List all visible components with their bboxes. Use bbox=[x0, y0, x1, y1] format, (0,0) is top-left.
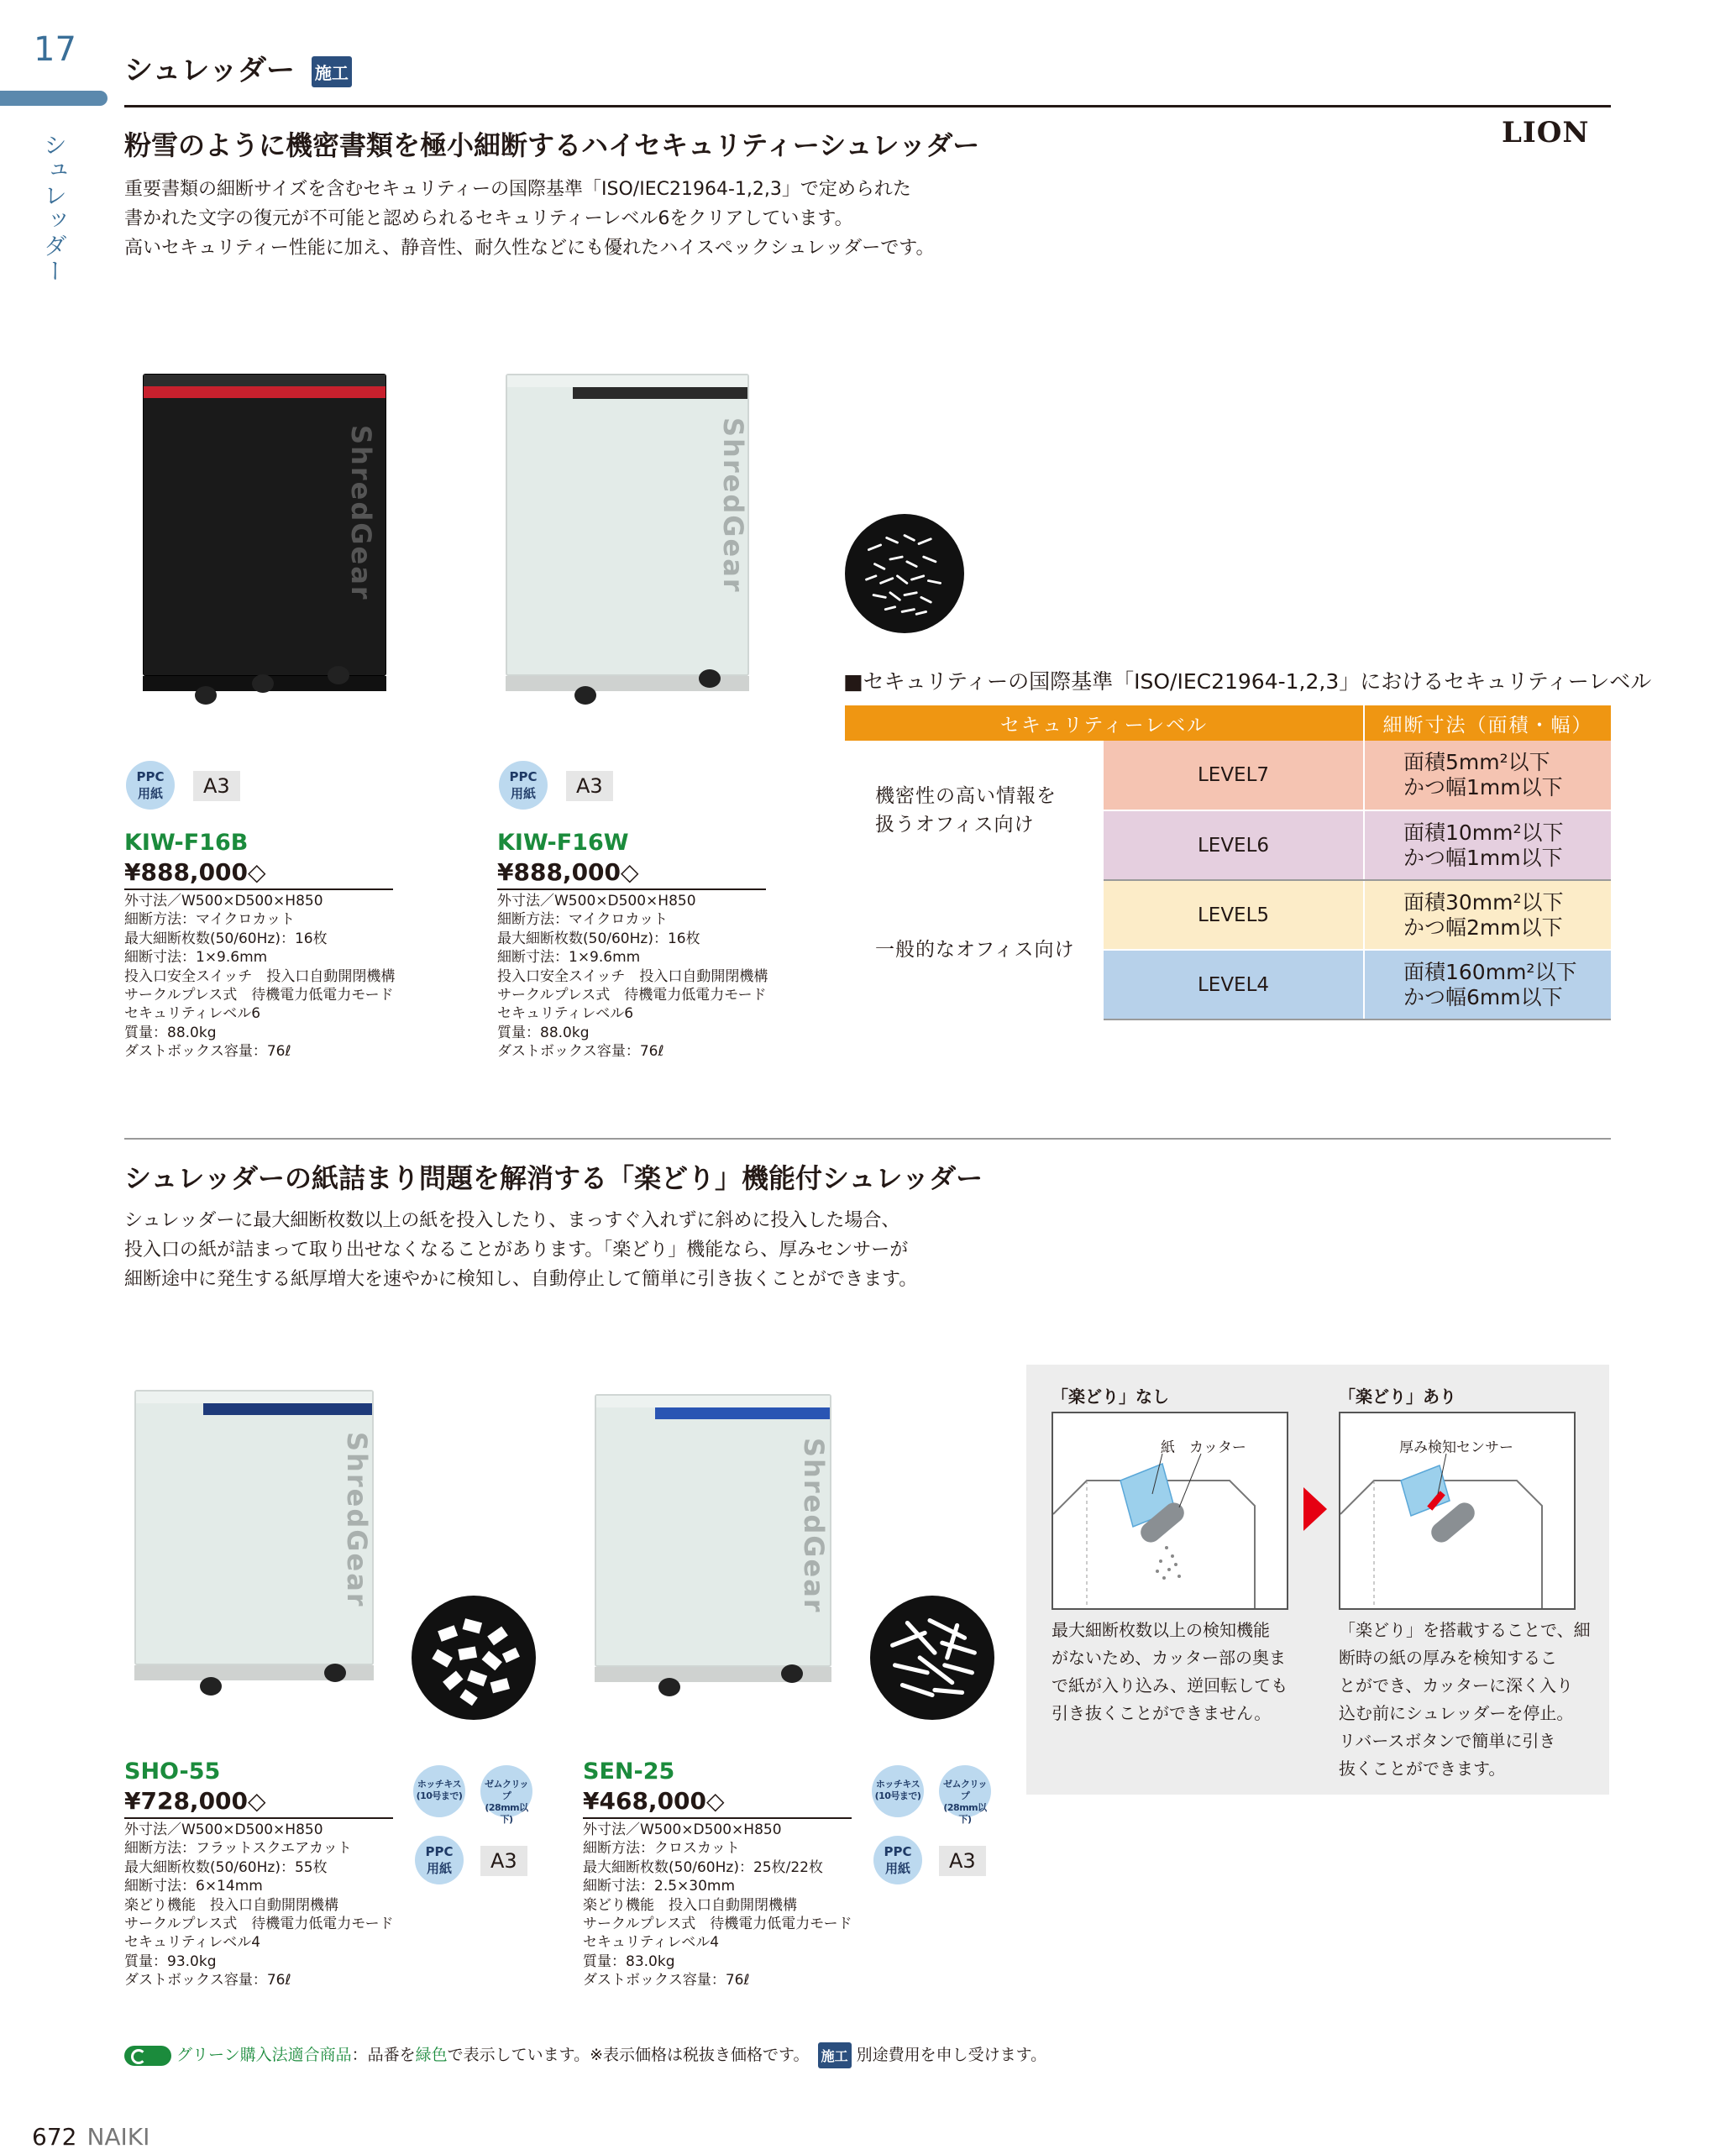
spec-line: 外寸法／W500×D500×H850 bbox=[124, 1821, 323, 1838]
spec-line: 細断寸法：1×9.6mm bbox=[124, 949, 268, 967]
sekou-badge: 施工 bbox=[818, 2042, 852, 2068]
header-security-level: セキュリティーレベル bbox=[845, 705, 1364, 741]
spec-line: 投入口安全スイッチ 投入口自動開閉機構 bbox=[124, 967, 396, 985]
spec-line: セキュリティレベル4 bbox=[124, 1934, 261, 1952]
spec-line: 最大細断枚数(50/60Hz)：55枚 bbox=[124, 1858, 328, 1876]
paper-size-tag: A3 bbox=[193, 771, 240, 801]
size-cell: 面積10mm²以下 かつ幅1mm以下 bbox=[1364, 810, 1611, 880]
header-shred-size: 細断寸法（面積・幅） bbox=[1364, 705, 1611, 741]
paper-size-tag: A3 bbox=[939, 1846, 986, 1876]
clip-tag: ゼムクリップ (28mm以下) bbox=[480, 1765, 532, 1817]
product-image-sho-55 bbox=[134, 1390, 378, 1709]
cabinet-band bbox=[203, 1403, 372, 1415]
product-model: KIW-F16B bbox=[124, 830, 249, 856]
ppc-paper-tag: PPC 用紙 bbox=[873, 1836, 922, 1884]
wheel bbox=[328, 666, 349, 684]
size-cell: 面積30mm²以下 かつ幅2mm以下 bbox=[1364, 880, 1611, 950]
green-purchase-icon bbox=[124, 2046, 171, 2066]
page-title bbox=[124, 47, 352, 88]
spec-line: 楽どり機能 投入口自動開閉機構 bbox=[583, 1896, 797, 1914]
product-specs bbox=[497, 892, 768, 1061]
product-price: ¥728,000◇ bbox=[124, 1787, 266, 1815]
table-row bbox=[845, 880, 1611, 950]
cabinet-band bbox=[573, 387, 747, 399]
spec-line: 外寸法／W500×D500×H850 bbox=[124, 893, 323, 909]
spec-line: 質量：88.0kg bbox=[124, 1024, 217, 1041]
spec-line: 細断寸法：1×9.6mm bbox=[497, 949, 641, 967]
footer-text: ：品番を bbox=[351, 2046, 416, 2064]
cabinet-band bbox=[655, 1407, 830, 1419]
table-header-row bbox=[845, 705, 1611, 741]
rakudori-explain-box bbox=[1026, 1365, 1609, 1795]
wheel bbox=[252, 674, 274, 693]
explain-left-text: 最大細断枚数以上の検知機能 がないため、カッター部の奥ま で紙が入り込み、逆回転しても 引き抜くことができません。 bbox=[1052, 1620, 1288, 1723]
spec-line: サークルプレス式 待機電力低電力モード bbox=[583, 1916, 852, 1933]
product-price: ¥468,000◇ bbox=[583, 1787, 725, 1815]
cabinet-label: ShredGear bbox=[345, 425, 377, 601]
wheel bbox=[699, 669, 721, 688]
stapler-tag: ホッチキス (10号まで) bbox=[413, 1765, 465, 1817]
product-specs bbox=[124, 892, 395, 1061]
sekou-badge: 施工 bbox=[312, 56, 352, 87]
spec-line: 質量：93.0kg bbox=[124, 1952, 217, 1970]
footer-text: で表示しています。※表示価格は税抜き価格です。 bbox=[447, 2046, 810, 2064]
wheel bbox=[200, 1677, 222, 1696]
spec-line: 細断寸法：6×14mm bbox=[124, 1878, 263, 1895]
section1-body bbox=[124, 175, 934, 263]
size-cell: 面積5mm²以下 かつ幅1mm以下 bbox=[1364, 741, 1611, 810]
spec-line: 細断方法：フラットスクエアカット bbox=[124, 1840, 352, 1858]
spec-line: 細断方法：マイクロカット bbox=[124, 911, 296, 929]
group-label: 一般的なオフィス向け bbox=[875, 939, 1075, 961]
chapter-tab bbox=[0, 91, 108, 106]
illustration-label: 紙 カッター bbox=[1161, 1439, 1246, 1456]
explain-right-text: 「楽どり」を搭載することで、細 断時の紙の厚みを検知するこ とができ、カッターに深く入り 込む前にシュレッダーを停止。 リバースボタンで簡単に引き 抜くことができます。 bbox=[1339, 1620, 1591, 1779]
product-model: SHO-55 bbox=[124, 1759, 221, 1785]
spec-line: 最大細断枚数(50/60Hz)：16枚 bbox=[124, 930, 328, 947]
shred-sample-cross bbox=[870, 1596, 994, 1720]
spec-line: 外寸法／W500×D500×H850 bbox=[583, 1821, 782, 1838]
price-rule bbox=[583, 1817, 852, 1819]
spec-line: 楽どり機能 投入口自動開閉機構 bbox=[124, 1896, 338, 1914]
spec-line: 細断寸法：2.5×30mm bbox=[583, 1878, 736, 1895]
cabinet-top bbox=[596, 1396, 830, 1407]
spec-line: セキュリティレベル6 bbox=[124, 1005, 261, 1023]
spec-line: サークルプレス式 待機電力低電力モード bbox=[497, 987, 767, 1004]
section-divider bbox=[124, 1138, 1611, 1140]
price-rule bbox=[124, 1817, 393, 1819]
spec-line: サークルプレス式 待機電力低電力モード bbox=[124, 987, 394, 1004]
section2-line: 投入口の紙が詰まって取り出せなくなることがあります。「楽どり」機能なら、厚みセンサーが bbox=[124, 1240, 909, 1261]
shred-sample-micro bbox=[845, 514, 964, 633]
section1-title: 粉雪のように機密書類を極小細断するハイセキュリティーシュレッダー bbox=[124, 129, 980, 161]
product-image-sen-25 bbox=[595, 1394, 838, 1713]
security-level-table bbox=[845, 705, 1611, 1020]
ppc-paper-tag: PPC 用紙 bbox=[415, 1836, 464, 1884]
product-specs bbox=[583, 1821, 852, 1990]
shredder-cutaway-illustration bbox=[1053, 1413, 1287, 1608]
page-footer bbox=[32, 2123, 149, 2149]
cabinet-top bbox=[136, 1392, 372, 1403]
cabinet-label: ShredGear bbox=[717, 417, 749, 594]
footer-note bbox=[124, 2042, 1046, 2068]
section2-body bbox=[124, 1206, 917, 1294]
header-rule bbox=[124, 105, 1611, 107]
spec-line: ダストボックス容量：76ℓ bbox=[124, 1043, 291, 1061]
page-number: 672 bbox=[32, 2123, 77, 2149]
clip-tag: ゼムクリップ (28mm以下) bbox=[939, 1765, 991, 1817]
paper-size-tag: A3 bbox=[480, 1846, 527, 1876]
product-image-kiw-f16b bbox=[143, 374, 386, 710]
cabinet-body bbox=[134, 1390, 374, 1665]
spec-line: サークルプレス式 待機電力低電力モード bbox=[124, 1916, 394, 1933]
spec-line: 質量：88.0kg bbox=[497, 1024, 590, 1041]
green-label: グリーン購入法適合商品 bbox=[176, 2046, 352, 2064]
security-table-caption: ■セキュリティーの国際基準「ISO/IEC21964-1,2,3」におけるセキュリティーレベル bbox=[843, 669, 1652, 694]
wheel bbox=[574, 686, 596, 705]
spec-line: 投入口安全スイッチ 投入口自動開閉機構 bbox=[497, 967, 768, 985]
footer-text: 別途費用を申し受けます。 bbox=[856, 2046, 1047, 2064]
spec-line: 質量：83.0kg bbox=[583, 1952, 675, 1970]
level-cell: LEVEL4 bbox=[1104, 950, 1364, 1019]
product-specs bbox=[124, 1821, 394, 1990]
chapter-number: 17 bbox=[34, 30, 76, 69]
page-title-text: シュレッダー bbox=[124, 54, 295, 87]
spec-line: 細断方法：マイクロカット bbox=[497, 911, 669, 929]
paper-size-tag: A3 bbox=[566, 771, 613, 801]
spec-line: 外寸法／W500×D500×H850 bbox=[497, 893, 696, 909]
illustration-without-rakudori bbox=[1052, 1412, 1288, 1610]
spec-line: 最大細断枚数(50/60Hz)：16枚 bbox=[497, 930, 700, 947]
wheel bbox=[324, 1664, 346, 1682]
ppc-paper-tag: PPC 用紙 bbox=[499, 761, 548, 810]
cabinet-label: ShredGear bbox=[798, 1438, 830, 1614]
chapter-vertical-label: シュレッダー bbox=[40, 133, 68, 284]
illustration-with-rakudori bbox=[1339, 1412, 1576, 1610]
level-cell: LEVEL7 bbox=[1104, 741, 1364, 810]
section2-title: シュレッダーの紙詰まり問題を解消する「楽どり」機能付シュレッダー bbox=[124, 1162, 983, 1194]
explain-left-head: 「楽どり」なし bbox=[1052, 1386, 1169, 1407]
stapler-tag: ホッチキス (10号まで) bbox=[872, 1765, 924, 1817]
footer-green-word: 緑色 bbox=[415, 2046, 448, 2064]
shred-sample-square bbox=[412, 1596, 536, 1720]
spec-line: 細断方法：クロスカット bbox=[583, 1840, 740, 1858]
spec-line: セキュリティレベル6 bbox=[497, 1005, 634, 1023]
spec-line: ダストボックス容量：76ℓ bbox=[583, 1972, 750, 1989]
product-model: KIW-F16W bbox=[497, 830, 629, 856]
shredder-sensor-illustration bbox=[1340, 1413, 1574, 1608]
cabinet-top bbox=[507, 375, 747, 387]
section2-line: 細断途中に発生する紙厚増大を速やかに検知し、自動停止して簡単に引き抜くことができます。 bbox=[124, 1269, 918, 1290]
cabinet-band bbox=[144, 386, 385, 398]
section1-line: 重要書類の細断サイズを含むセキュリティーの国際基準「ISO/IEC21964-1,2,3」で定められた bbox=[124, 179, 911, 200]
product-model: SEN-25 bbox=[583, 1759, 675, 1785]
product-price: ¥888,000◇ bbox=[124, 858, 266, 886]
cabinet-body bbox=[506, 374, 749, 676]
cabinet-label: ShredGear bbox=[341, 1432, 373, 1608]
section1-line: 高いセキュリティー性能に加え、静音性、耐久性などにも優れたハイスペックシュレッダーです。 bbox=[124, 238, 935, 259]
price-rule bbox=[497, 888, 766, 890]
price-rule bbox=[124, 888, 393, 890]
spec-line: ダストボックス容量：76ℓ bbox=[124, 1972, 291, 1989]
product-image-kiw-f16w bbox=[506, 374, 749, 710]
section2-line: シュレッダーに最大細断枚数以上の紙を投入したり、まっすぐ入れずに斜めに投入した場合、 bbox=[124, 1210, 900, 1231]
wheel bbox=[658, 1678, 680, 1696]
cabinet-top bbox=[144, 375, 385, 386]
footer-brand: NAIKI bbox=[87, 2123, 150, 2149]
wheel bbox=[781, 1664, 803, 1683]
table-row bbox=[845, 741, 1611, 810]
group-label: 機密性の高い情報を 扱うオフィス向け bbox=[875, 785, 1057, 836]
level-cell: LEVEL6 bbox=[1104, 810, 1364, 880]
size-cell: 面積160mm²以下 かつ幅6mm以下 bbox=[1364, 950, 1611, 1019]
illustration-label: 厚み検知センサー bbox=[1399, 1439, 1513, 1456]
wheel bbox=[195, 686, 217, 705]
spec-line: 最大細断枚数(50/60Hz)：25枚/22枚 bbox=[583, 1858, 823, 1876]
section1-line: 書かれた文字の復元が不可能と認められるセキュリティーレベル6をクリアしています。 bbox=[124, 208, 853, 229]
level-cell: LEVEL5 bbox=[1104, 880, 1364, 950]
explain-right-head: 「楽どり」あり bbox=[1339, 1386, 1456, 1407]
spec-line: ダストボックス容量：76ℓ bbox=[497, 1043, 664, 1061]
cabinet-body bbox=[595, 1394, 831, 1667]
spec-line: セキュリティレベル4 bbox=[583, 1934, 720, 1952]
ppc-paper-tag: PPC 用紙 bbox=[126, 761, 175, 810]
product-price: ¥888,000◇ bbox=[497, 858, 639, 886]
cabinet-body bbox=[143, 374, 386, 676]
brand-logo: LION bbox=[1502, 116, 1590, 149]
arrow-right-icon bbox=[1303, 1487, 1327, 1531]
